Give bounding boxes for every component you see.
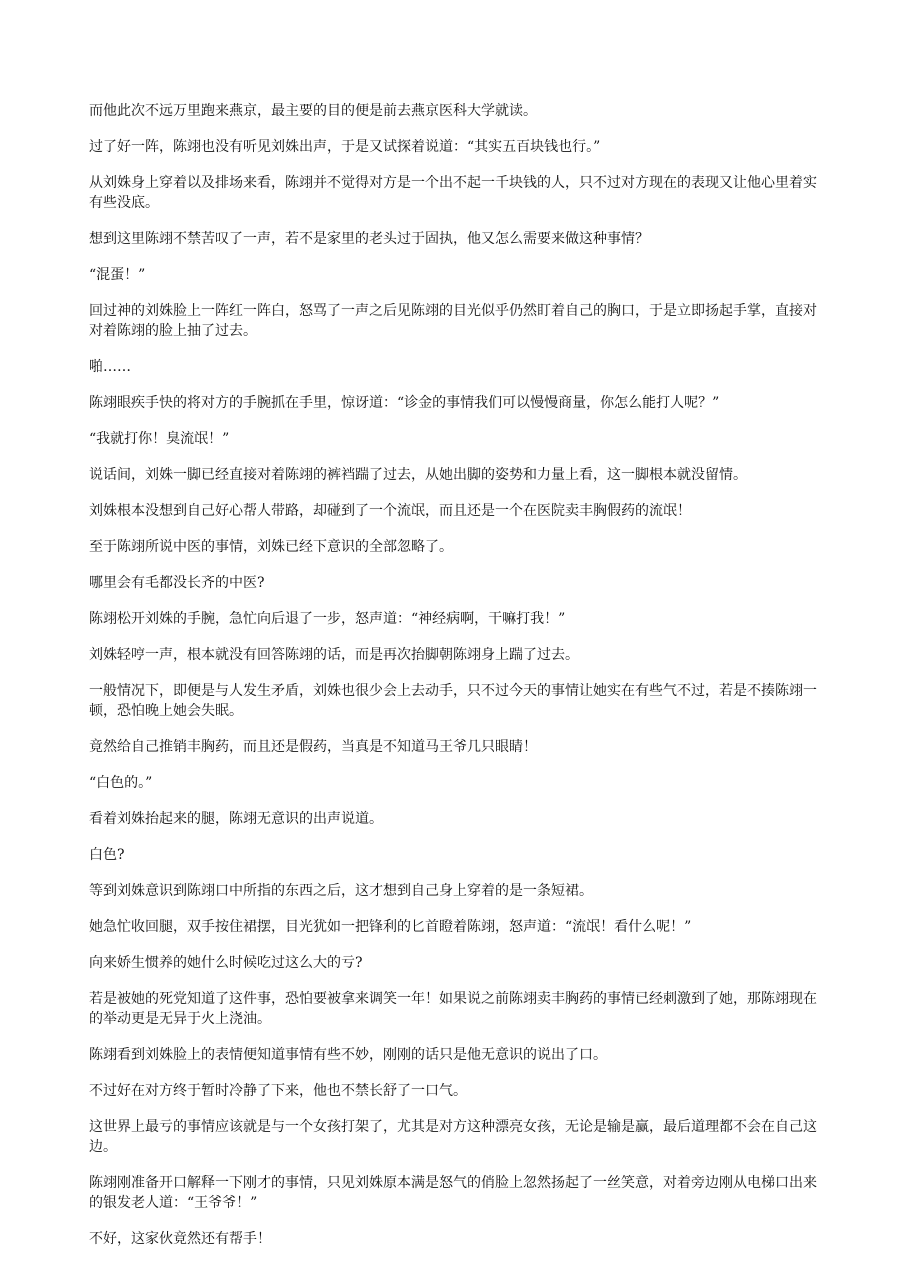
paragraph: 哪里会有毛都没长齐的中医?: [89, 575, 265, 591]
paragraph: 刘姝根本没想到自己好心帮人带路，却碰到了一个流氓，而且还是一个在医院卖丰胸假药的流氓！: [89, 503, 691, 519]
paragraph: 向来娇生惯养的她什么时候吃过这么大的亏?: [89, 955, 363, 971]
paragraph: 而他此次不远万里跑来燕京，最主要的目的便是前去燕京医科大学就读。: [89, 103, 537, 119]
paragraph: 啪……: [89, 359, 131, 375]
paragraph: 想到这里陈翊不禁苦叹了一声，若不是家里的老头过于固执，他又怎么需要来做这种事情？: [89, 231, 649, 247]
paragraph: “混蛋！”: [89, 267, 146, 283]
paragraph: 不过好在对方终于暂时冷静了下来，他也不禁长舒了一口气。: [89, 1083, 467, 1099]
paragraph: 至于陈翊所说中医的事情，刘姝已经下意识的全部忽略了。: [89, 539, 453, 555]
paragraph: “我就打你！臭流氓！”: [89, 431, 230, 447]
paragraph: 竟然给自己推销丰胸药，而且还是假药，当真是不知道马王爷几只眼睛！: [89, 739, 537, 755]
paragraph: 不好，这家伙竟然还有帮手！: [89, 1231, 271, 1247]
paragraph: 过了好一阵，陈翊也没有听见刘姝出声，于是又试探着说道：“其实五百块钱也行。”: [89, 139, 601, 155]
paragraph: 说话间，刘姝一脚已经直接对着陈翊的裤裆踹了过去，从她出脚的姿势和力量上看，这一脚根本就没留情。: [89, 467, 747, 483]
paragraph: 陈翊眼疾手快的将对方的手腕抓在手里，惊讶道：“诊金的事情我们可以慢慢商量，你怎么能打人呢？”: [89, 395, 720, 411]
paragraph: 若是被她的死党知道了这件事，恐怕要被拿来调笑一年！如果说之前陈翊卖丰胸药的事情已经刺激到了她，那陈翊现在的举动更是无异于火上浇油。: [89, 991, 817, 1027]
paragraph: “白色的。”: [89, 775, 153, 791]
paragraph: 刘姝轻哼一声，根本就没有回答陈翊的话，而是再次抬脚朝陈翊身上踹了过去。: [89, 647, 579, 663]
paragraph: 陈翊刚准备开口解释一下刚才的事情，只见刘姝原本满是怒气的俏脸上忽然扬起了一丝笑意，对着旁边刚从电梯口出来的银发老人道：“王爷爷！”: [89, 1175, 817, 1211]
paragraph: 陈翊松开刘姝的手腕，急忙向后退了一步，怒声道：“神经病啊，干嘛打我！”: [89, 611, 566, 627]
paragraph: 等到刘姝意识到陈翊口中所指的东西之后，这才想到自己身上穿着的是一条短裙。: [89, 883, 593, 899]
paragraph: 白色?: [89, 847, 125, 863]
document-body: [89, 101, 819, 1265]
paragraph: 陈翊看到刘姝脸上的表情便知道事情有些不妙，刚刚的话只是他无意识的说出了口。: [89, 1047, 607, 1063]
paragraph: 这世界上最亏的事情应该就是与一个女孩打架了，尤其是对方这种漂亮女孩，无论是输是赢，最后道理都不会在自己这边。: [89, 1119, 817, 1155]
paragraph: 回过神的刘姝脸上一阵红一阵白，怒骂了一声之后见陈翊的目光似乎仍然盯着自己的胸口，于是立即扬起手掌，直接对对着陈翊的脸上抽了过去。: [89, 303, 817, 339]
paragraph: 从刘姝身上穿着以及排场来看，陈翊并不觉得对方是一个出不起一千块钱的人，只不过对方现在的表现又让他心里着实有些没底。: [89, 175, 817, 211]
paragraph: 一般情况下，即便是与人发生矛盾，刘姝也很少会上去动手，只不过今天的事情让她实在有些气不过，若是不揍陈翊一顿，恐怕晚上她会失眠。: [89, 683, 817, 719]
paragraph: 她急忙收回腿，双手按住裙摆，目光犹如一把锋利的匕首瞪着陈翊，怒声道：“流氓！看什么呢！”: [89, 919, 692, 935]
paragraph: 看着刘姝抬起来的腿，陈翊无意识的出声说道。: [89, 811, 383, 827]
